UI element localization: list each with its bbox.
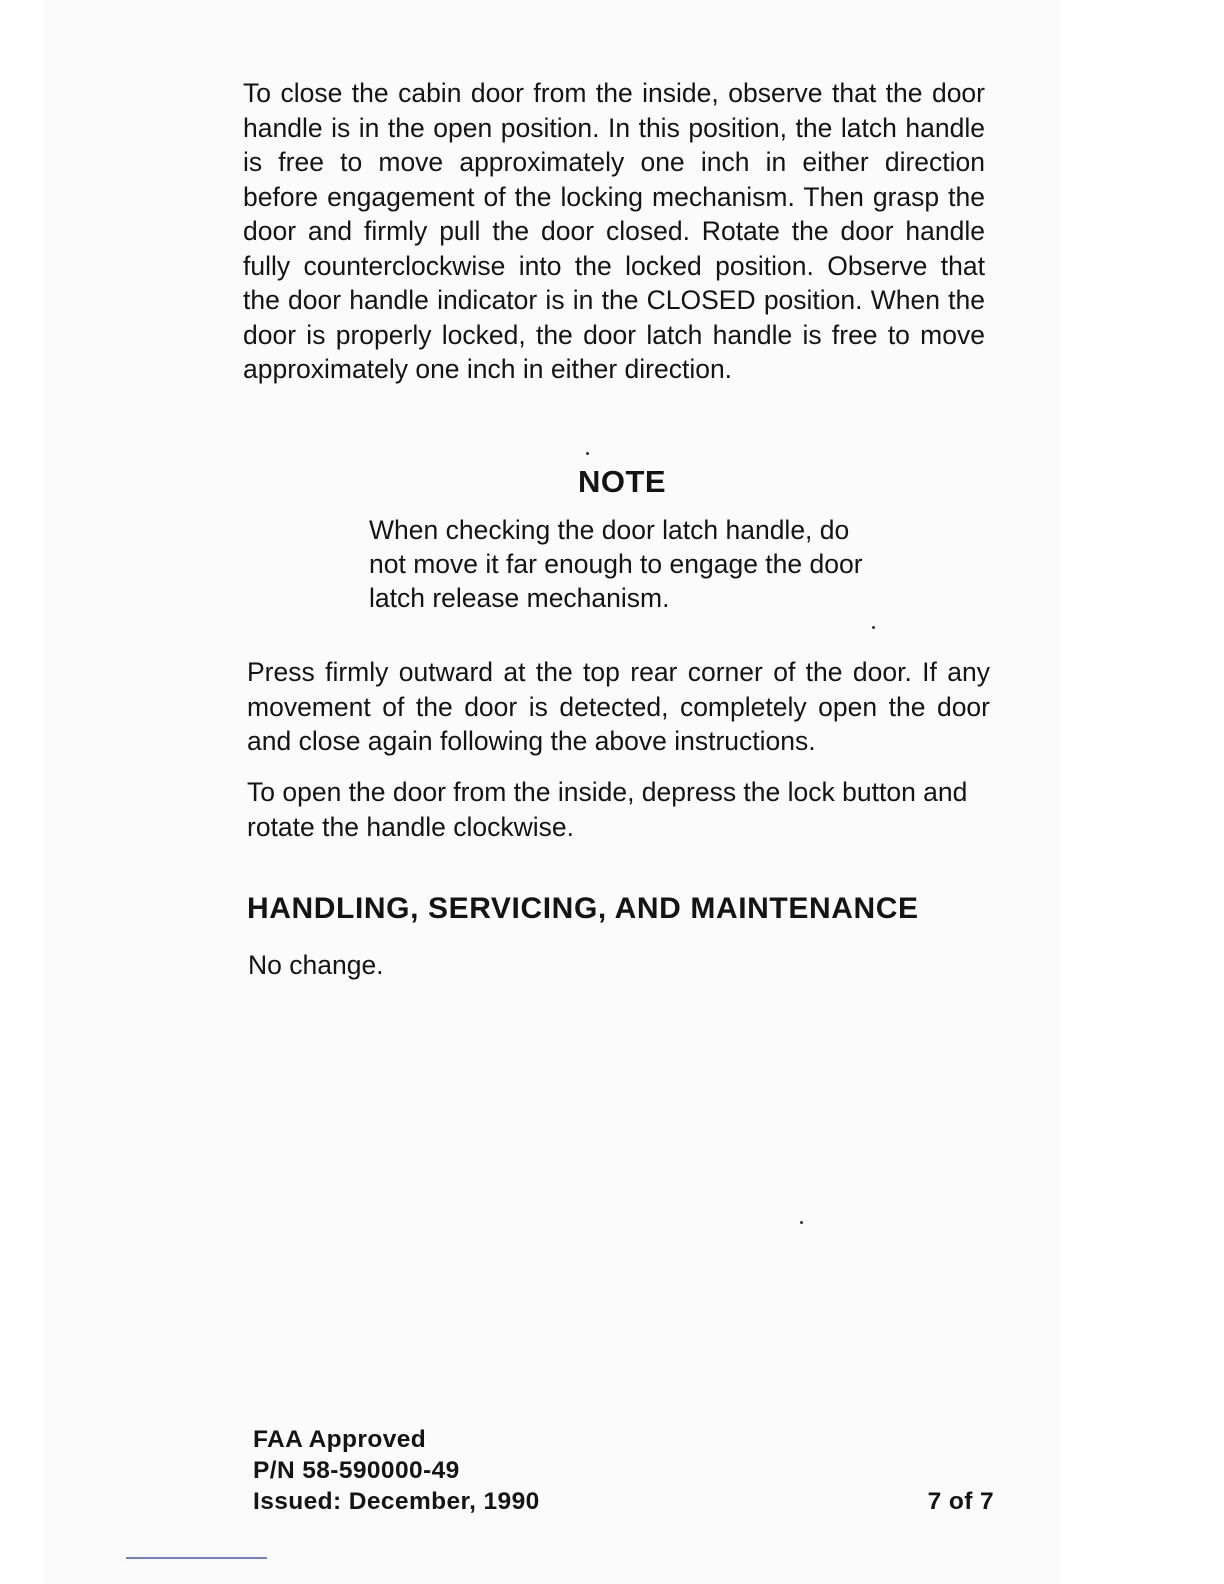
footer-issued-date: Issued: December, 1990 — [253, 1488, 540, 1515]
paragraph-open-door: To open the door from the inside, depress the lock button and rotate the handle clockwise. — [247, 777, 968, 842]
paragraph-close-door: To close the cabin door from the inside, observe that the door handle is in the open position. In this position, the latch handle is free to move approximately one inch in either direction before engagement of the locking mechanism. Then grasp the door and firmly pull the door closed. Rotate the door handle fully counterclockwise into the locked position. Observe that the door handle indicator is in the CLOSED position. When the door is properly locked, the door latch handle is free to move approximately one inch in either direction. — [243, 78, 985, 384]
footer-approval: FAA Approved — [253, 1426, 427, 1453]
section-heading: HANDLING, SERVICING, AND MAINTENANCE — [247, 892, 919, 925]
note-text: When checking the door latch handle, do not move it far enough to engage the door latch release mechanism. — [369, 515, 863, 613]
paragraph-press-door: Press firmly outward at the top rear corner of the door. If any movement of the door is detected, completely open the door and close again following the above instructions. — [247, 657, 990, 756]
footer-part-number: P/N 58-590000-49 — [253, 1457, 460, 1484]
note-heading: NOTE — [577, 464, 667, 499]
page-number: 7 of 7 — [927, 1488, 994, 1515]
scan-speck — [800, 1221, 803, 1224]
scan-speck — [586, 452, 589, 455]
bottom-rule — [126, 1557, 267, 1559]
section-body: No change. — [248, 950, 384, 980]
scan-speck — [872, 626, 875, 629]
